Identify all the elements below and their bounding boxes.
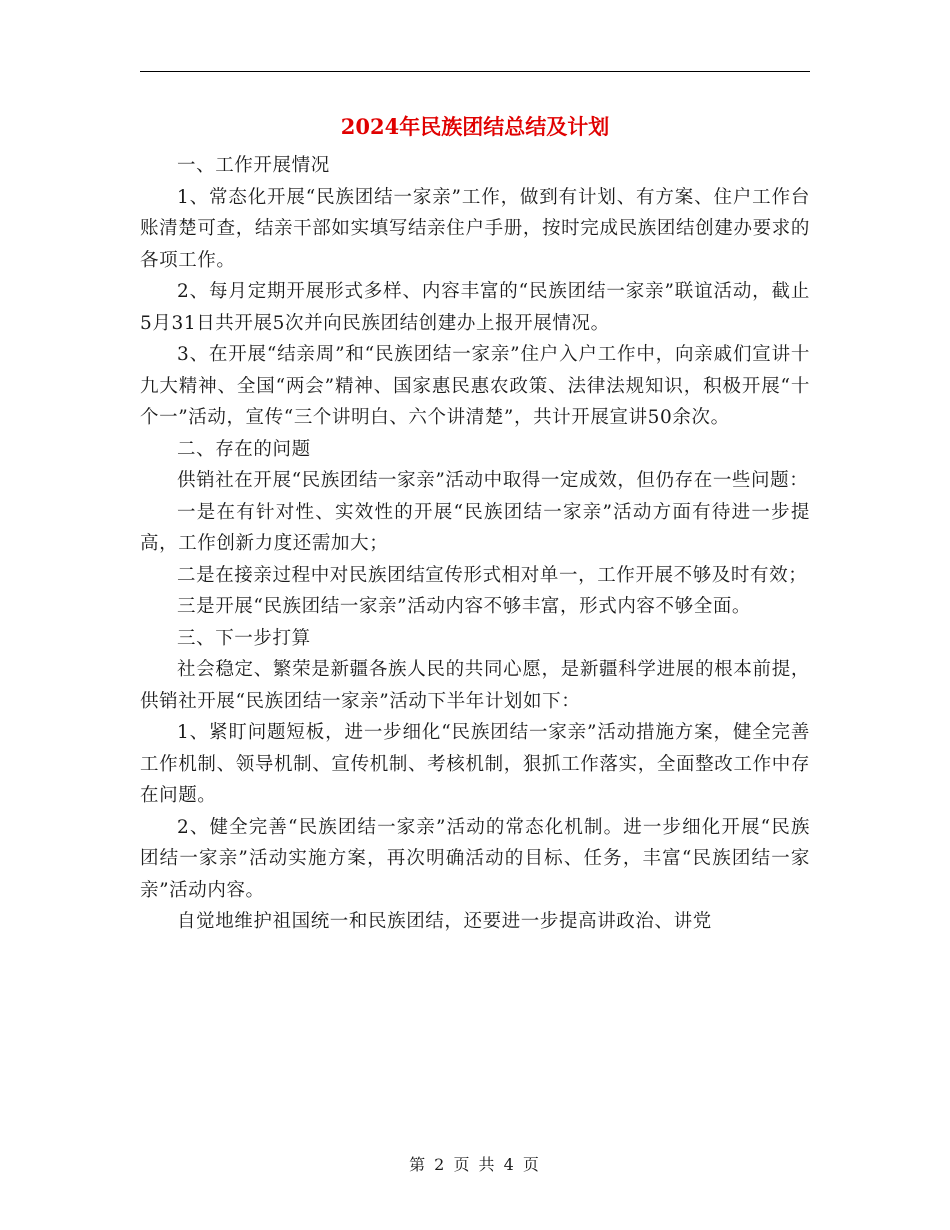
section-heading: 一、工作开展情况 xyxy=(177,155,330,176)
paragraph: 2、健全完善“民族团结一家亲”活动的常态化机制。进一步细化开展“民族团结一家亲”活动实施方案，再次明确活动的目标、任务，丰富“民族团结一家亲”活动内容。 xyxy=(140,816,810,901)
document-title: 2024年民族团结总结及计划 xyxy=(340,114,610,139)
paragraph: 一是在有针对性、实效性的开展“民族团结一家亲”活动方面有待进一步提高，工作创新力度还需加大； xyxy=(140,501,810,554)
paragraph: 供销社在开展“民族团结一家亲”活动中取得一定成效，但仍存在一些问题： xyxy=(177,470,809,491)
paragraph: 二是在接亲过程中对民族团结宣传形式相对单一，工作开展不够及时有效； xyxy=(177,564,808,586)
paragraph: 社会稳定、繁荣是新疆各族人民的共同心愿，是新疆科学进展的根本前提，供销社开展“民族团结一家亲”活动下半年计划如下： xyxy=(140,659,810,712)
paragraph: 三是开展“民族团结一家亲”活动内容不够丰富，形式内容不够全面。 xyxy=(177,596,752,617)
page-number: 第 2 页 共 4 页 xyxy=(409,1155,541,1174)
header-rule xyxy=(140,71,810,72)
paragraph: 3、在开展“结亲周”和“民族团结一家亲”住户入户工作中，向亲戚们宣讲十九大精神、全国“两会”精神、国家惠民惠农政策、法律法规知识，积极开展“十个一”活动，宣传“三个讲明白、六个讲清楚”，共计开展宣讲50余次。 xyxy=(140,344,810,428)
section-heading: 三、下一步打算 xyxy=(177,627,311,649)
paragraph: 自觉地维护祖国统一和民族团结，还要进一步提高讲政治、讲党 xyxy=(177,911,712,932)
document-body xyxy=(140,150,810,938)
paragraph: 1、紧盯问题短板，进一步细化“民族团结一家亲”活动措施方案，健全完善工作机制、领导机制、宣传机制、考核机制，狠抓工作落实，全面整改工作中存在问题。 xyxy=(140,722,810,806)
paragraph: 1、常态化开展“民族团结一家亲”工作，做到有计划、有方案、住户工作台账清楚可查，结亲干部如实填写结亲住户手册，按时完成民族团结创建办要求的各项工作。 xyxy=(140,186,810,271)
paragraph: 2、每月定期开展形式多样、内容丰富的“民族团结一家亲”联谊活动，截止5月31日共开展5次并向民族团结创建办上报开展情况。 xyxy=(140,281,810,334)
section-heading: 二、存在的问题 xyxy=(177,438,311,460)
